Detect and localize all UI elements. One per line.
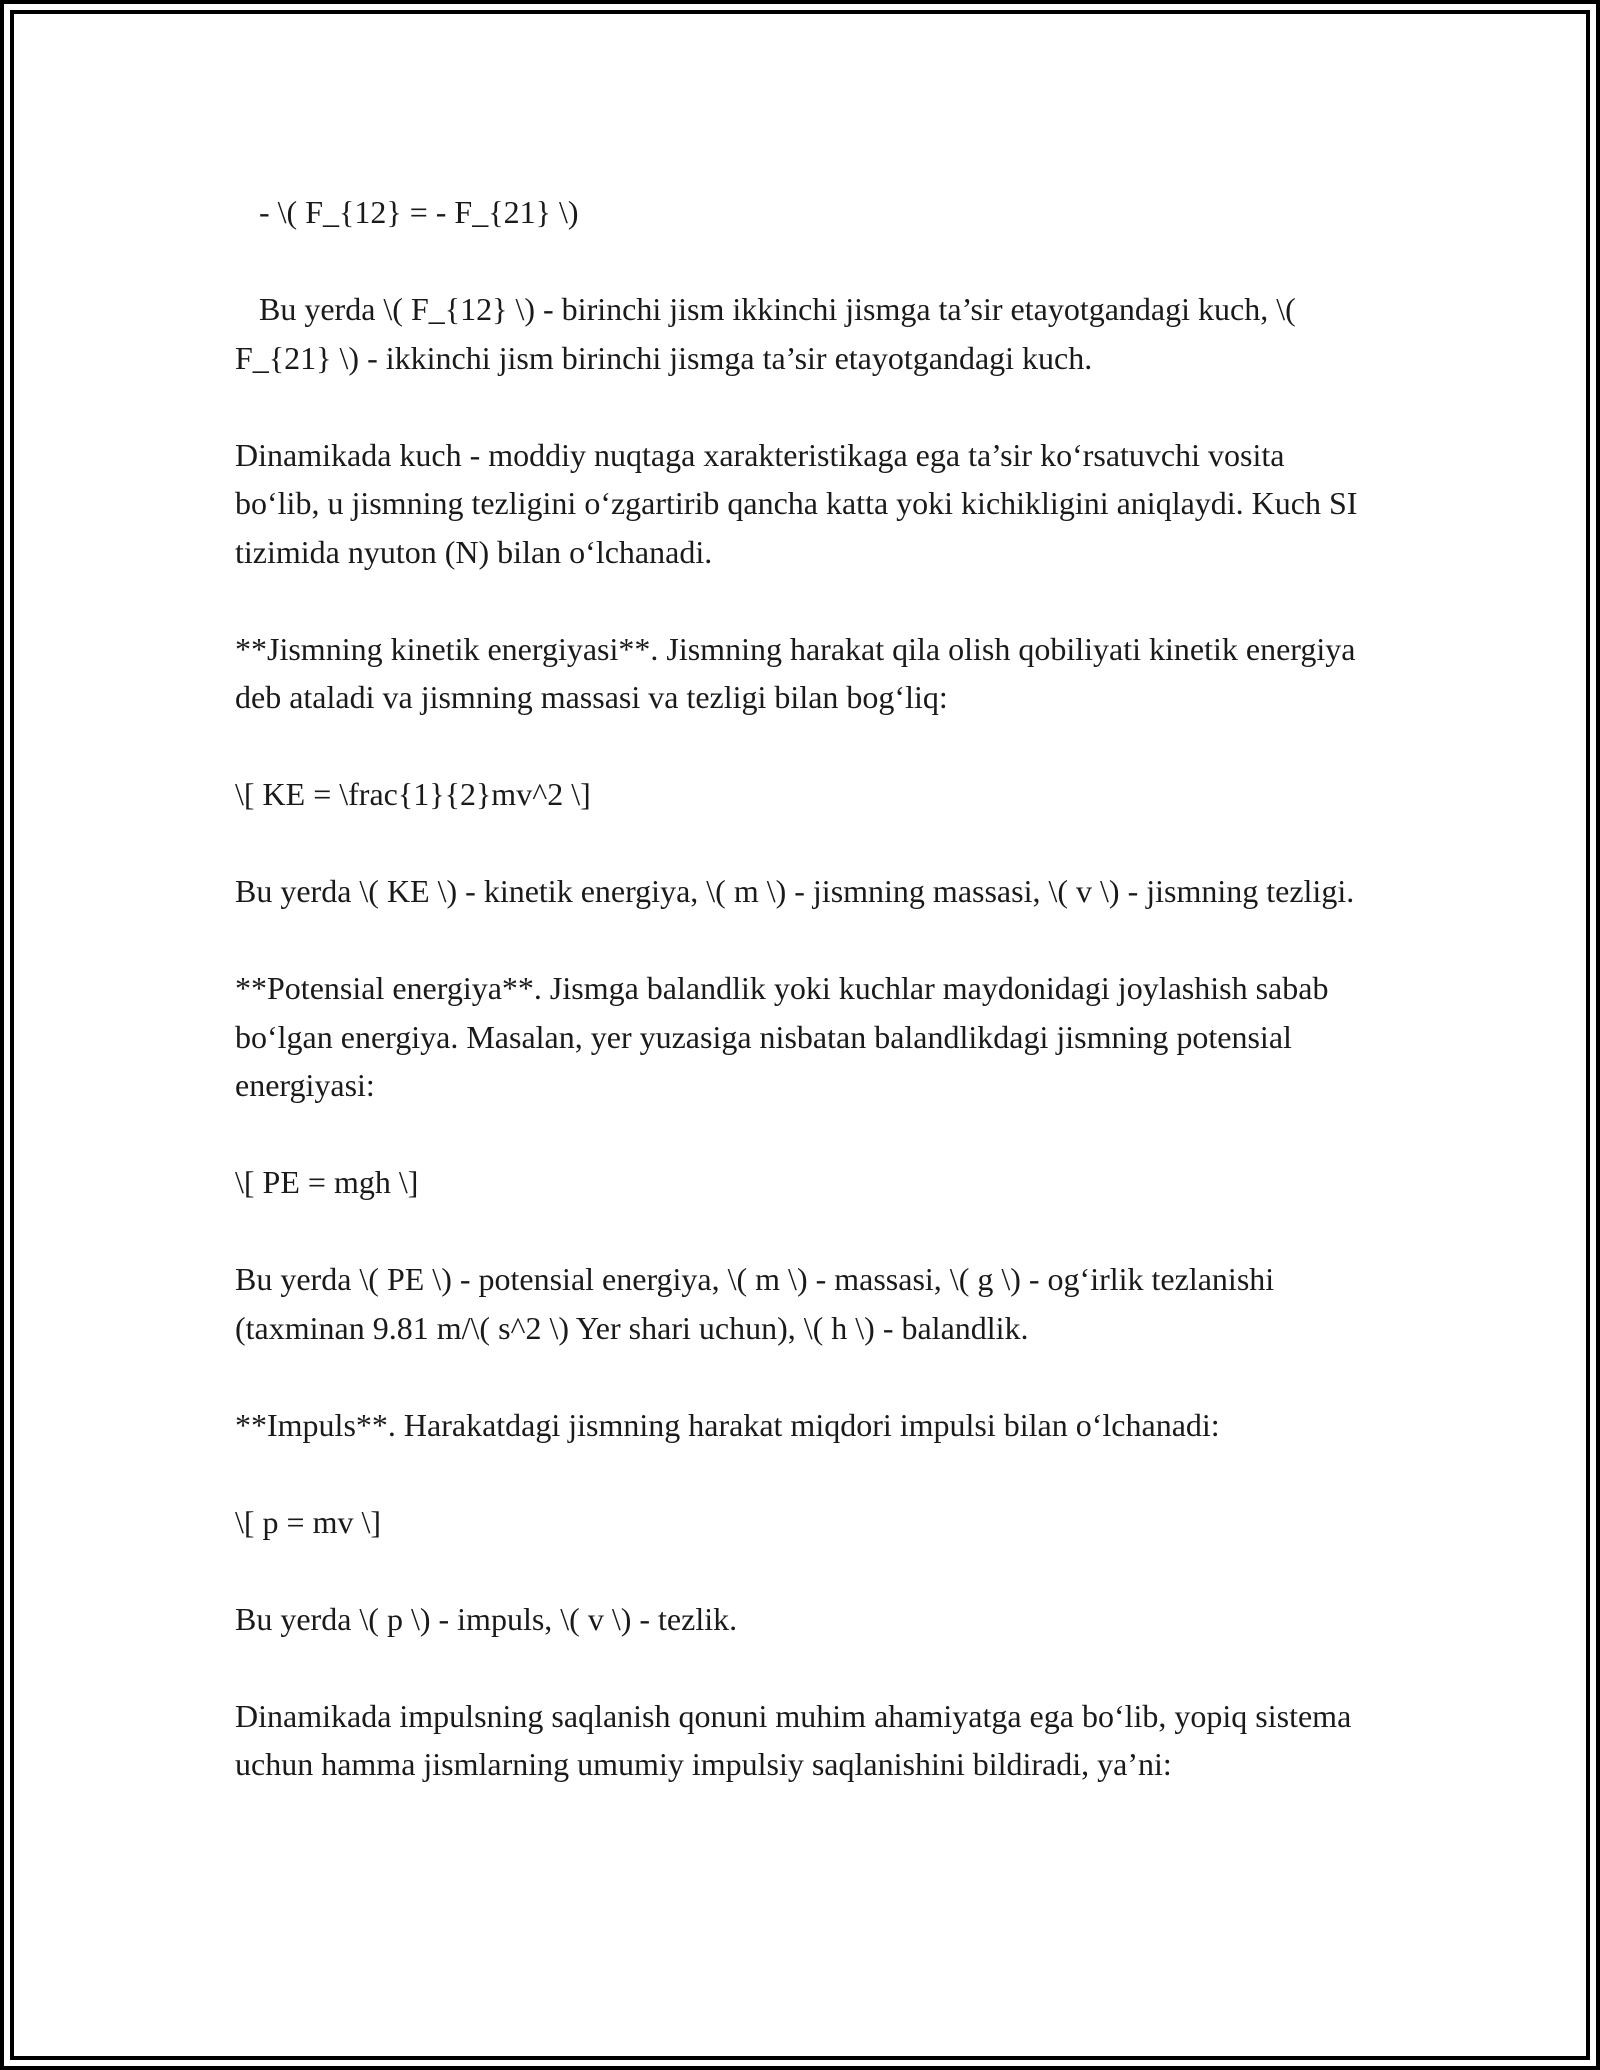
equation-potential-energy: \[ PE = mgh \] [235,1164,419,1200]
equation-impulse: \[ p = mv \] [235,1503,382,1540]
document-body [235,188,1375,1789]
paragraph-impulse-conservation: Dinamikada impulsning saqlanish qonuni muhim ahamiyatga ega bo‘lib, yopiq sistema uchun hamma jismlarning umumiy impulsiy saqlanishini bildiradi, ya’ni: [235,1697,1360,1782]
paragraph-kinetic-variables: Bu yerda \( KE \) - kinetik energiya, \( m \) - jismning massasi, \( v \) - jismning tezligi. [235,873,1355,909]
paragraph-potential-energy: **Potensial energiya**. Jismga balandlik yoki kuchlar maydonidagi joylashish sabab bo‘lgan energiya. Masalan, yer yuzasiga nisbatan balandlikdagi jismning potensial energiyasi: [235,970,1337,1103]
equation-third-law: - \( F_{12} = - F_{21} \) [235,194,579,230]
paragraph-impulse: **Impuls**. Harakatdagi jismning harakat miqdori impulsi bilan o‘lchanadi: [235,1406,1220,1443]
paragraph-impulse-variables: Bu yerda \( p \) - impuls, \( v \) - tezlik. [235,1600,738,1637]
paragraph-force-dynamics: Dinamikada kuch - moddiy nuqtaga xarakteristikaga ega ta’sir ko‘rsatuvchi vosita bo‘lib, u jismning tezligini o‘zgartirib qancha katta yoki kichikligini aniqlaydi. Kuch SI tizimida nyuton (N) bilan o‘lchanadi. [235,436,1366,570]
paragraph-force-definitions: Bu yerda \( F_{12} \) - birinchi jism ikkinchi jismga ta’sir etayotgandagi kuch, \( F_{21} \) - ikkinchi jism birinchi jismga ta’sir etayotgandagi kuch. [235,291,1304,376]
paragraph-potential-variables: Bu yerda \( PE \) - potensial energiya, \( m \) - massasi, \( g \) - og‘irlik tezlanishi (taxminan 9.81 m/\( s^2 \) Yer shari uchun), \( h \) - balandlik. [235,1261,1283,1346]
equation-kinetic-energy: \[ KE = \frac{1}{2}mv^2 \] [235,776,591,812]
paragraph-kinetic-energy: **Jismning kinetik energiyasi**. Jismning harakat qila olish qobiliyati kinetik energiya deb ataladi va jismning massasi va tezligi bilan bog‘liq: [235,630,1364,715]
